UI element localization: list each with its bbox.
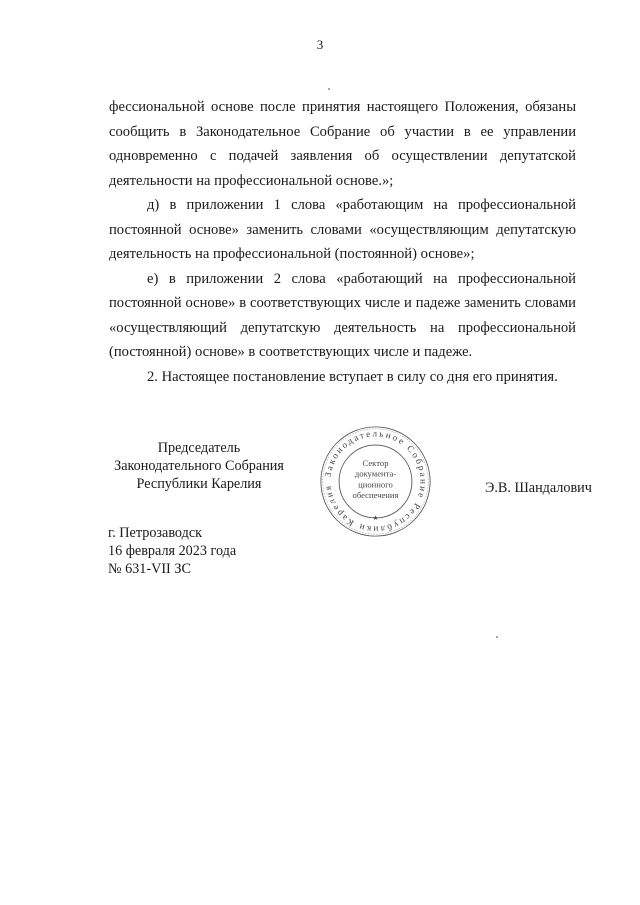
seal-center-line: документа- (354, 468, 397, 479)
scan-speck (328, 88, 330, 90)
document-number: № 631-VII ЗС (108, 561, 191, 577)
signatory-title-line: Председатель (157, 440, 241, 456)
paragraph-item-d: д) в приложении 1 слова «работающим на профессиональной постоянной основе» заменить словами «осуществляющим депутатскую деятельность на профессиональной (постоянной) основе»; (109, 197, 576, 262)
place-date-number (108, 524, 236, 578)
document-place: г. Петрозаводск (108, 525, 203, 541)
seal-center-line: обеспечения (352, 489, 399, 500)
signatory-title-line: Законодательного Собрания (114, 458, 284, 474)
scan-speck (496, 636, 498, 638)
seal-ring-text: Законодательное Собрание Республики Карелия (322, 428, 429, 535)
seal-center-line: Сектор (362, 458, 389, 469)
paragraph-effective-date: 2. Настоящее постановление вступает в силу со дня его принятия. (147, 368, 558, 385)
page-number: 3 (316, 37, 324, 52)
paragraph-continuation: фессиональной основе после принятия настоящего Положения, обязаны сообщить в Законодательное Собрание об участии в ее управлении одновременно с подачей заявления об осуществлении депутатской деятельности на профессиональной основе.»; (109, 99, 576, 189)
seal-center-line: ционного (358, 479, 393, 490)
signatory-title-line: Республики Карелия (136, 476, 262, 492)
official-seal (318, 424, 433, 539)
document-date: 16 февраля 2023 года (108, 543, 237, 559)
paragraph-item-e: е) в приложении 2 слова «работающий на профессиональной постоянной основе» в соответствующих числе и падеже заменить словами «осуществляющий депутатскую деятельность на профессиональной (постоянной) основе» в соответствующих числе и падеже. (109, 270, 576, 360)
signatory-title (104, 439, 294, 493)
document-body (109, 95, 576, 389)
signatory-name: Э.В. Шандалович (485, 480, 592, 496)
seal-star-icon: ★ (372, 514, 379, 522)
